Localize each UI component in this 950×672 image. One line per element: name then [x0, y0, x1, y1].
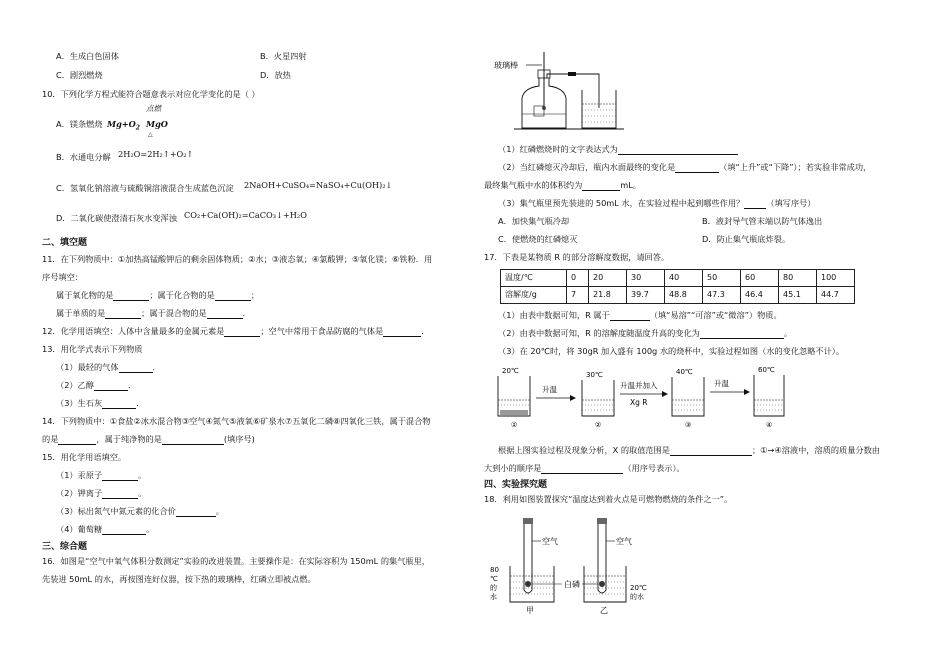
- beaker-3-number: ③: [685, 421, 692, 429]
- q10-a-equation-right: MgO: [146, 119, 168, 129]
- q11-line2: 序号填空：: [42, 272, 83, 282]
- q15-item3: （3）标出氮气中氮元素的化合价 。: [56, 506, 225, 516]
- q11-line1: 11．在下列物质中：①加热高锰酸钾后的剩余固体物质；②水；③液态氧；④氯酸钾；⑤氧化镁；⑥铁粉．用: [42, 254, 433, 264]
- glass-rod-label: 玻璃棒: [494, 61, 518, 70]
- q16-option-a: A．加快集气瓶冷却: [498, 216, 570, 226]
- q10-a-mark: △: [148, 131, 153, 138]
- water-20-label-a: 20℃: [630, 584, 647, 592]
- water-80-label-a: 80: [490, 566, 499, 574]
- table-cell: 44.7: [817, 287, 855, 304]
- q18-apparatus-figure: [490, 510, 660, 616]
- table-cell: 47.3: [703, 287, 741, 304]
- q16-blank-1[interactable]: [618, 146, 738, 155]
- q13-blank-1[interactable]: [119, 364, 153, 373]
- q17-blank-4[interactable]: [541, 465, 623, 474]
- q16-blank-4[interactable]: [744, 200, 766, 209]
- q17-blank-2[interactable]: [700, 330, 784, 339]
- q15-blank-2[interactable]: [102, 490, 138, 499]
- q13-item3: （3）生石灰 ．: [56, 398, 145, 408]
- q15-stem: 15．用化学用语填空。: [42, 452, 127, 462]
- table-cell: 0: [567, 270, 589, 287]
- q16-part2: （2）当红磷熄灭冷却后，瓶内水面最终的变化是 （填“上升”或“下降”）；若实验非常成功，: [498, 162, 872, 172]
- q17-stem: 17．下表是某物质 R 的部分溶解度数据，请回答。: [484, 252, 670, 262]
- beaker-3-temp: 40℃: [676, 368, 693, 376]
- q11-line3: 属于氧化物的是 ；属于化合物的是 ；: [56, 290, 260, 300]
- q17-part4-cont: 大到小的顺序是 （用序号表示）。: [484, 463, 685, 473]
- arrow-3-label: 升温: [714, 379, 729, 388]
- beaker-2-number: ②: [595, 421, 602, 429]
- table-cell: 40: [665, 270, 703, 287]
- q15-item4: （4）葡萄糖 。: [56, 524, 155, 534]
- table-cell: 39.7: [627, 287, 665, 304]
- section-3-title: 三、综合题: [42, 542, 88, 552]
- q9-option-d: D．放热: [260, 70, 291, 80]
- table-cell: 48.8: [665, 287, 703, 304]
- q12-line: 12．化学用语填空：人体中含量最多的金属元素是 ；空气中常用于食品防腐的气体是 ．: [42, 326, 430, 336]
- beaker-1-temp: 20℃: [502, 367, 519, 375]
- q16-blank-3[interactable]: [582, 182, 620, 191]
- table-cell: 21.8: [589, 287, 627, 304]
- q17-part2: （2）由表中数据可知，R 的溶解度随温度升高的变化为 。: [498, 328, 793, 338]
- arrow-2-label: 升温并加入: [620, 381, 658, 390]
- q13-blank-2[interactable]: [94, 382, 128, 391]
- q15-blank-1[interactable]: [102, 472, 138, 481]
- apparatus-yi-label: 乙: [600, 606, 608, 615]
- q12-blank-1[interactable]: [224, 328, 260, 337]
- q9-option-b: B．火星四射: [260, 51, 307, 61]
- q9-option-c: C．剧烈燃烧: [56, 70, 103, 80]
- q13-item2: （2）乙醇 ．: [56, 380, 137, 390]
- air-label-b: 空气: [616, 537, 632, 546]
- q18-stem: 18．利用如图装置探究“温度达到着火点是可燃物燃烧的条件之一”。: [484, 494, 733, 504]
- q16-blank-2[interactable]: [675, 164, 719, 173]
- q9-option-a: A．生成白色固体: [56, 51, 119, 61]
- section-4-title: 四、实验探究题: [484, 480, 548, 490]
- q12-blank-2[interactable]: [383, 328, 421, 337]
- table-cell: 45.1: [779, 287, 817, 304]
- table-header-solubility: 溶解度/g: [501, 287, 567, 304]
- q11-blank-2[interactable]: [215, 292, 251, 301]
- table-cell: 80: [779, 270, 817, 287]
- q16-part3: （3）集气瓶里预先装进的 50mL 水，在实验过程中起到哪些作用？ （填写序号）: [498, 198, 816, 208]
- q13-stem: 13．用化学式表示下列物质: [42, 344, 143, 354]
- q15-item2: （2）钾离子 。: [56, 488, 147, 498]
- q14-line1: 14．下列物质中：①食盐②冰水混合物③空气④氮气⑤液氧⑥矿泉水⑦五氧化二磷⑧四氧化三铁，属于混合物: [42, 416, 431, 426]
- table-cell: 7: [567, 287, 589, 304]
- q13-item1: （1）最轻的气体 ．: [56, 362, 161, 372]
- q10-a-condition: 点燃: [146, 104, 161, 113]
- q16-apparatus-figure: [494, 48, 624, 132]
- q15-blank-4[interactable]: [102, 526, 146, 535]
- q10-option-b: B．水通电分解: [56, 152, 111, 162]
- q11-blank-4[interactable]: [207, 310, 243, 319]
- beaker-4-number: ④: [766, 421, 773, 429]
- section-2-title: 二、填空题: [42, 238, 88, 248]
- q11-blank-1[interactable]: [113, 292, 149, 301]
- q10-d-equation: CO₂+Ca(OH)₂=CaCO₃↓+H₂O: [184, 210, 307, 220]
- q17-part3: （3）在 20℃时，将 30gR 加入盛有 100g 水的烧杯中，实验过程如图（水的变化忽略不计）。: [498, 346, 845, 356]
- q10-c-equation: 2NaOH+CuSO₄=NaSO₄+Cu(OH)₂↓: [244, 180, 393, 190]
- air-label-a: 空气: [542, 537, 558, 546]
- table-row: [501, 270, 855, 287]
- white-phosphorus-label: 白磷: [564, 580, 580, 589]
- q17-blank-3[interactable]: [670, 447, 752, 456]
- water-80-label-c: 的: [490, 584, 497, 592]
- table-row: [501, 287, 855, 304]
- q13-blank-3[interactable]: [102, 400, 136, 409]
- q16-option-b: B．液封导气管末端以防气体逸出: [702, 216, 823, 226]
- q14-blank-1[interactable]: [58, 436, 96, 445]
- water-20-label-b: 的水: [630, 593, 644, 601]
- q14-line2: 的是 ，属于纯净物的是 (填序号): [42, 434, 255, 444]
- water-80-label-b: ℃: [490, 575, 498, 583]
- q16-option-c: C．使燃烧的红磷熄灭: [498, 234, 578, 244]
- q15-blank-3[interactable]: [176, 508, 216, 517]
- table-cell: 46.4: [741, 287, 779, 304]
- q16-line1: 16．如图是“空气中氧气体积分数测定”实验的改进装置。主要操作是：在实际容积为 150mL 的集气瓶里，: [42, 556, 430, 566]
- q17-part4: 根据上图实验过程及现象分析，X 的取值范围是 ；①→④溶液中，溶质的质量分数由: [498, 445, 880, 455]
- q10-b-equation: 2H₂O=2H₂↑+O₂↑: [118, 149, 194, 159]
- q11-line4: 属于单质的是 ；属于混合物的是 ．: [56, 308, 251, 318]
- arrow-2-sublabel: Xg R: [630, 398, 648, 407]
- q16-part2-cont: 最终集气瓶中水的体积约为 mL。: [484, 180, 641, 190]
- q16-option-d: D．防止集气瓶底炸裂。: [702, 234, 791, 244]
- table-header-temperature: 温度/℃: [501, 270, 567, 287]
- q14-blank-2[interactable]: [162, 436, 224, 445]
- q10-option-c: C．氢氧化钠溶液与硫酸铜溶液混合生成蓝色沉淀: [56, 183, 234, 193]
- table-cell: 60: [741, 270, 779, 287]
- q15-item1: （1）汞原子 。: [56, 470, 147, 480]
- q17-blank-1[interactable]: [610, 312, 650, 321]
- q17-part1: （1）由表中数据可知，R 属于 （填“易溶”“可溶”或“微溶”）物质。: [498, 310, 782, 320]
- q17-process-figure: [496, 364, 786, 432]
- water-80-label-d: 水: [490, 593, 497, 601]
- q10-option-a: A．镁条燃烧: [56, 119, 103, 129]
- table-cell: 20: [589, 270, 627, 287]
- q16-part1: （1）红磷燃烧时的文字表达式为: [498, 145, 738, 155]
- beaker-1-number: ①: [511, 421, 518, 429]
- beaker-4-temp: 60℃: [758, 366, 775, 374]
- table-cell: 100: [817, 270, 855, 287]
- q10-option-d: D．二氧化碳使澄清石灰水变浑浊: [56, 213, 177, 223]
- q16-line2: 先装进 50mL 的水，再按图连好仪器，按下热的玻璃棒，红磷立即被点燃。: [42, 574, 316, 584]
- table-cell: 30: [627, 270, 665, 287]
- q11-blank-3[interactable]: [105, 310, 141, 319]
- beaker-2-temp: 30℃: [586, 371, 603, 379]
- q10-stem: 10．下列化学方程式能符合题意表示对应化学变化的是（ ）: [42, 89, 260, 99]
- arrow-1-label: 升温: [542, 385, 557, 394]
- table-cell: 50: [703, 270, 741, 287]
- q17-solubility-table: [500, 269, 855, 304]
- apparatus-jia-label: 甲: [526, 606, 534, 615]
- q10-a-equation-left: $Mg+O_2$: [107, 119, 140, 132]
